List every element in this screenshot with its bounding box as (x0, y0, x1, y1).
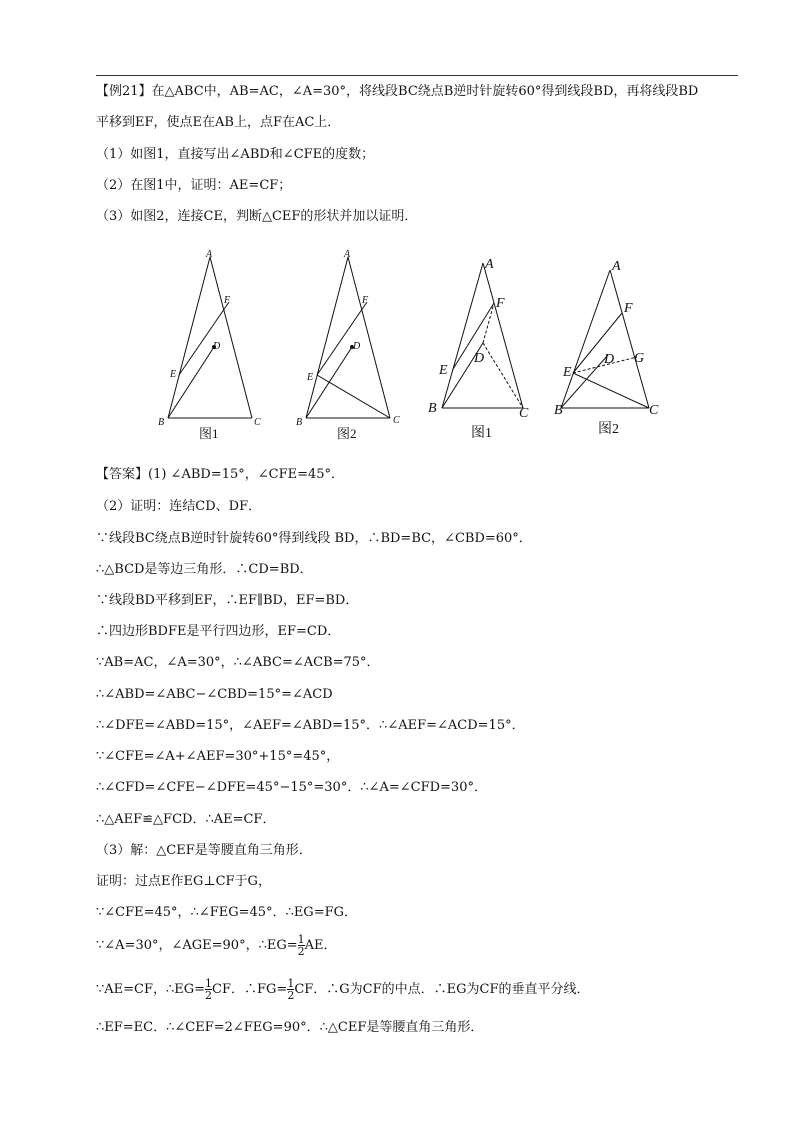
fig2-label-B: B (296, 417, 303, 428)
fraction-numerator: 1 (297, 933, 305, 946)
answer-line-18: ∴EF=EC．∴∠CEF=2∠FEG=90°．∴△CEF是等腰直角三角形． (96, 1020, 484, 1035)
fig4-label-A: A (612, 259, 621, 274)
answer-line-11: ∴∠CFD=∠CFE−∠DFE=45°−15°=30°．∴∠A=∠CFD=30°． (96, 780, 487, 795)
fig2-caption: 图2 (337, 426, 357, 441)
fig2-label-C: C (393, 415, 400, 426)
answer-line-17 (96, 978, 589, 1001)
answer-line-17-pre: ∵AE=CF，∴EG= (96, 982, 206, 997)
fraction-half (205, 978, 212, 1001)
answer-line-12: ∴△AEF≌△FCD．∴AE=CF． (96, 812, 276, 827)
answer-line-2: （2）证明：连结CD、DF． (96, 499, 262, 514)
answer-line-14: 证明：过点E作EG⊥CF于G， (96, 874, 271, 889)
fig2-label-A: A (344, 249, 351, 260)
top-rule (96, 75, 738, 76)
fig4-label-C: C (649, 403, 659, 418)
question-2: （2）在图1中，证明：AE=CF； (96, 178, 292, 193)
figure-2-small (306, 257, 390, 418)
answer-line-17-post: CF．∴G为CF的中点．∴EG为CF的垂直平分线． (294, 982, 590, 997)
fig4-label-E: E (563, 365, 572, 380)
answer-line-1: 【答案】(1) ∠ABD=15°，∠CFE=45°． (96, 467, 345, 482)
fig3-label-E: E (439, 363, 448, 378)
answer-line-5: ∵线段BD平移到EF，∴EF∥BD，EF=BD． (96, 593, 359, 608)
answer-line-8: ∴∠ABD=∠ABC−∠CBD=15°=∠ACD (96, 687, 333, 702)
fig1-label-F: F (224, 295, 231, 306)
figure-1-small (168, 257, 252, 418)
answer-line-7: ∵AB=AC，∠A=30°，∴∠ABC=∠ACB=75°． (96, 655, 380, 670)
answer-line-15: ∵∠CFE=45°，∴∠FEG=45°．∴EG=FG． (96, 905, 357, 920)
answer-line-10: ∵∠CFE=∠A+∠AEF=30°+15°=45°， (96, 749, 340, 764)
fig1-label-E: E (170, 369, 177, 380)
fraction-denominator: 2 (205, 989, 213, 1002)
figures-panel (140, 245, 700, 445)
fig1-label-B: B (158, 417, 165, 428)
answer-line-6: ∴四边形BDFE是平行四边形，EF=CD． (96, 624, 341, 639)
fig2-label-E: E (307, 372, 314, 383)
answer-line-17-mid: CF．∴FG= (212, 982, 288, 997)
fig1-label-A: A (206, 249, 213, 260)
fig3-label-F: F (496, 296, 505, 311)
fraction-denominator: 2 (297, 945, 305, 958)
fig4-label-B: B (554, 403, 563, 418)
fraction-denominator: 2 (287, 989, 295, 1002)
fig1-label-C: C (254, 417, 261, 428)
answer-line-9: ∴∠DFE=∠ABD=15°，∠AEF=∠ABD=15°．∴∠AEF=∠ACD=15°． (96, 718, 525, 733)
fig3-caption: 图1 (471, 426, 492, 441)
answer-line-16 (96, 934, 337, 957)
question-1: （1）如图1，直接写出∠ABD和∠CFE的度数； (96, 147, 375, 162)
fraction-half (298, 934, 305, 957)
fig1-caption: 图1 (199, 426, 219, 441)
fig4-label-D: D (604, 352, 615, 367)
answer-line-13: （3）解：△CEF是等腰直角三角形． (96, 843, 312, 858)
fig4-caption: 图2 (598, 422, 619, 437)
fig3-label-A: A (485, 257, 494, 272)
fig3-label-B: B (428, 401, 437, 416)
figure-2-large (561, 270, 649, 408)
answer-line-3: ∵线段BC绕点B逆时针旋转60°得到线段 BD，∴BD=BC，∠CBD=60°． (96, 531, 532, 546)
fig2-label-D: D (353, 341, 361, 352)
answer-line-16-pre: ∵∠A=30°，∠AGE=90°，∴EG= (96, 938, 298, 953)
fraction-numerator: 1 (205, 977, 213, 990)
fig1-label-D: D (213, 341, 221, 352)
question-3: （3）如图2，连接CE，判断△CEF的形状并加以证明． (96, 209, 418, 224)
fig4-label-G: G (634, 351, 645, 366)
answer-line-4: ∴△BCD是等边三角形．∴CD=BD． (96, 562, 313, 577)
fig4-label-F: F (624, 301, 633, 316)
problem-line-2: 平移到EF，使点E在AB上，点F在AC上． (96, 115, 341, 130)
fig3-label-D: D (474, 351, 485, 366)
fig2-label-F: F (362, 295, 369, 306)
answer-line-16-post: AE． (304, 938, 337, 953)
fraction-numerator: 1 (287, 977, 295, 990)
problem-line-1: 【例21】在△ABC中，AB=AC，∠A=30°，将线段BC绕点B逆时针旋转60°得到线段BD，再将线段BD (96, 84, 699, 99)
figure-1-large (442, 263, 523, 408)
fig3-label-C: C (519, 406, 529, 421)
